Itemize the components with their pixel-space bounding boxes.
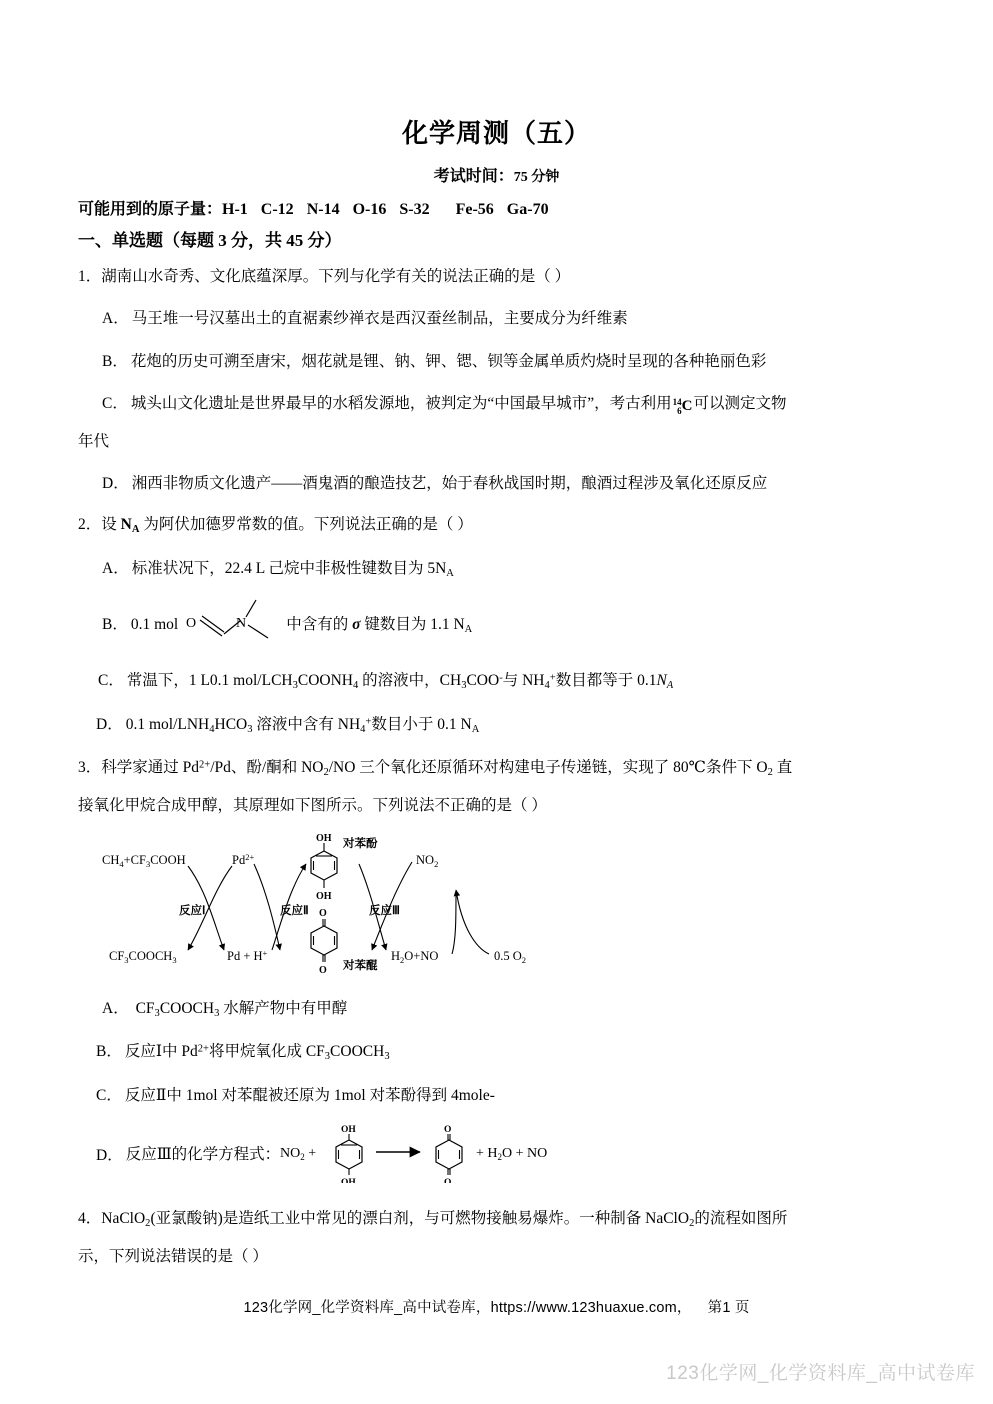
footer-site-text: 123化学网_化学资料库_高中试卷库，https://www.123huaxue.com， [243, 1300, 692, 1316]
carbon-14-isotope [673, 398, 693, 416]
question-1-stem [78, 265, 915, 288]
atomic-mass-label: 可能用到的原子量： [78, 201, 223, 219]
option-label: C． [102, 394, 128, 412]
option-text: 常温下，1 L0.1 mol/$LCH_3COONH_4$ 的溶液中，$CH_3COO^-$与 $NH_4^+$数目都等于 $0.1N_A$ [126, 672, 674, 692]
option-text: 马王堆一号汉墓出土的直裾素纱禅衣是西汉蚕丝制品，主要成分为纤维素 [131, 310, 628, 328]
dmf-molecule-structure [184, 594, 280, 657]
option-label: C． [96, 1087, 122, 1105]
question-4-stem-line1 [78, 1207, 915, 1232]
question-3-stem-line2: 接氧化甲烷合成甲醇，其原理如下图所示。下列说法不正确的是（ ） [78, 797, 547, 815]
option-text: 0.1 mol/$LNH_4HCO_3$ 溶液中含有 $NH_4^+$数目小于 0.1 $N_A$ [125, 715, 480, 735]
question-4-stem-line2: 示，下列说法错误的是（ ） [78, 1248, 268, 1266]
option-label: D． [96, 715, 123, 733]
svg-text:CF3COOCH3: $CF_3COOCH_3$ [109, 948, 177, 965]
option-text: 花炮的历史可溯至唐宋，烟花就是锂、钠、钾、锶、钡等金属单质灼烧时呈现的各种艳丽色彩 [130, 352, 767, 370]
exam-duration-label: 考试时间： [433, 167, 514, 185]
svg-text:H2O+NO: $H_2O+NO$ [391, 948, 439, 965]
svg-text:Pd + H+: Pd + H+ [227, 947, 268, 963]
svg-text:反应Ⅰ: 反应Ⅰ [179, 904, 206, 917]
atomic-mass-fe: Fe-56 [455, 201, 494, 219]
reaction-3-equation [280, 1121, 570, 1190]
option-text: 标准状况下，22.4 L 己烷中非极性键数目为 $5N_A$ [131, 560, 454, 580]
atomic-mass-o: O-16 [352, 201, 387, 219]
svg-text:N: N [236, 615, 247, 631]
svg-text:0.5 O2: 0.5 $O_2$ [494, 948, 527, 965]
svg-text:+ H2O + NO: + $H_2O$ + NO [476, 1146, 548, 1163]
svg-text:O: O [319, 964, 327, 976]
atomic-mass-n: N-14 [306, 201, 340, 219]
atomic-mass-h: H-1 [222, 201, 248, 219]
option-text: 湘西非物质文化遗产——酒鬼酒的酿造技艺，始于春秋战国时期，酿酒过程涉及氧化还原反应 [131, 475, 768, 493]
question-3-option-c [78, 1084, 915, 1107]
page-title: 化学周测（五） [401, 119, 591, 148]
svg-text:Pd2+: $Pd^{2+}$ [232, 851, 255, 867]
svg-text:反应Ⅲ: 反应Ⅲ [369, 904, 400, 917]
question-4-number: 4 [78, 1209, 86, 1227]
option-label: B． [102, 352, 128, 370]
question-3-number: 3 [78, 758, 86, 776]
svg-text:CH4+CF3COOH: $CH_4+CF_3COOH$ [102, 852, 186, 869]
section-heading: 一、单选题（每题 3 分，共 45 分） [78, 231, 342, 251]
atomic-mass-s: S-32 [399, 201, 430, 219]
svg-text:OH: OH [316, 832, 332, 844]
atomic-mass-ga: Ga-70 [506, 201, 549, 219]
question-1-text: ．湖南山水奇秀、文化底蕴深厚。下列与化学有关的说法正确的是（ ） [85, 268, 571, 286]
option-label: B． [102, 616, 128, 634]
question-2-stem [78, 513, 915, 538]
question-3-option-b [78, 1040, 915, 1065]
atomic-mass-c: C-12 [260, 201, 294, 219]
watermark: 123化学网_化学资料库_高中试卷库 [666, 1363, 975, 1384]
option-label: C． [98, 672, 124, 690]
svg-text:O: O [319, 907, 327, 919]
question-1-option-c-wrap: 年代 [78, 432, 110, 450]
option-label: A． [102, 560, 129, 578]
page-footer [0, 1296, 993, 1317]
option-label: A． [102, 999, 129, 1017]
svg-text:NO2 +: $NO_2$ + [280, 1146, 317, 1163]
question-1-option-b [78, 350, 915, 373]
question-2-text-after: 为阿伏加德罗常数的值。下列说法正确的是（ ） [139, 516, 473, 534]
isotope-element: C [681, 398, 693, 415]
svg-text:OH: OH [341, 1125, 356, 1136]
question-2-option-d [78, 713, 915, 738]
svg-text:O: O [444, 1125, 452, 1136]
option-text-before: 反应Ⅲ的化学方程式： [125, 1146, 281, 1164]
svg-text:NO2: $NO_2$ [416, 852, 439, 869]
question-4-text: ．NaClO$_2$(亚氯酸钠)是造纸工业中常见的漂白剂，与可燃物接触易爆炸。一种制备 NaClO$_2$的流程如图所 [85, 1209, 788, 1229]
option-label: D． [96, 1146, 123, 1164]
option-text-after: 可以测定文物 [693, 394, 787, 412]
question-3-option-a [78, 997, 915, 1022]
question-1-option-a [78, 307, 915, 330]
svg-text:对苯酚: 对苯酚 [343, 837, 378, 850]
option-label: A． [102, 310, 129, 328]
question-1-number: 1 [78, 268, 86, 286]
svg-text:OH: OH [316, 890, 332, 902]
question-2-option-b [78, 594, 915, 657]
question-3-option-d [78, 1121, 915, 1190]
option-text-after: 中含有的 σ 键数目为 1.1 $N_A$ [286, 616, 473, 635]
option-text: 反应Ⅰ中 $Pd^{2+}$将甲烷氧化成 $CF_3COOCH_3$ [124, 1043, 390, 1063]
option-text: $CF_3COOCH_3$ 水解产物中有甲醇 [135, 999, 348, 1019]
catalytic-cycle-diagram [84, 828, 915, 985]
question-3-text: ．科学家通过 $Pd^{2+}/Pd$、酚/酮和 $NO_2/NO$ 三个氧化还原循环对构建电子传递链，实现了 80℃条件下 $O_2$ 直 [85, 758, 793, 778]
question-2-number: 2 [78, 516, 86, 534]
question-1-option-c [78, 392, 915, 416]
question-2-text-before: ．设 [85, 516, 121, 534]
option-text-before: 城头山文化遗址是世界最早的水稻发源地，被判定为“中国最早城市”，考古利用 [130, 394, 672, 412]
svg-text:反应Ⅱ: 反应Ⅱ [280, 904, 309, 917]
question-1-option-d [78, 472, 915, 495]
isotope-atomic-number: 6 [677, 405, 682, 416]
avogadro-symbol: $N_A$ [120, 516, 140, 536]
option-text-before: 0.1 mol [130, 616, 179, 634]
svg-text:O: O [186, 615, 197, 631]
question-2-option-c [78, 669, 915, 694]
option-label: D． [102, 475, 129, 493]
exam-duration [78, 167, 915, 188]
option-label: B． [96, 1043, 122, 1061]
svg-text:O: O [444, 1178, 452, 1184]
question-2-option-a [78, 557, 915, 582]
question-3-stem-line1 [78, 756, 915, 781]
isotope-mass-number: 14 [672, 396, 682, 407]
svg-text:对苯醌: 对苯醌 [343, 959, 378, 972]
atomic-mass-line [78, 200, 915, 221]
svg-text:OH: OH [341, 1178, 356, 1184]
footer-page-number: 第1 页 [707, 1300, 750, 1316]
exam-duration-value: 75 分钟 [513, 169, 560, 185]
option-text: 反应Ⅱ中 1mol 对苯醌被还原为 1mol 对苯酚得到 4mole- [124, 1087, 495, 1105]
